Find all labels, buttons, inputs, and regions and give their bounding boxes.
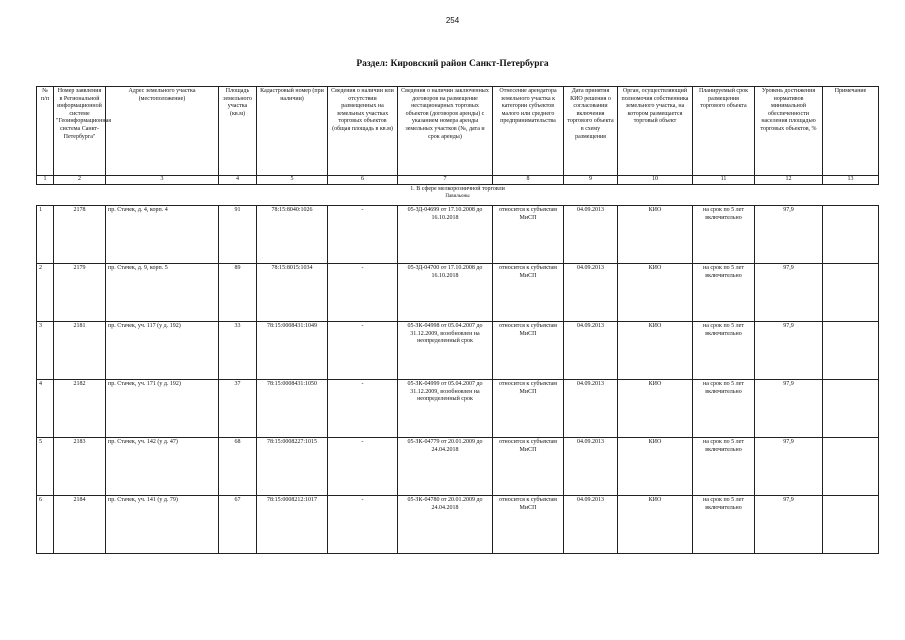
planned-term: на срок по 5 лет включительно bbox=[693, 322, 755, 380]
header-cell: Дата принятия КИО решения о согласовании включения торгового объекта в схему размещения bbox=[564, 87, 618, 176]
sme-status: относится к субъектам МиСП bbox=[493, 322, 564, 380]
column-number: 8 bbox=[493, 176, 564, 185]
note bbox=[823, 496, 879, 554]
table-row bbox=[37, 264, 879, 322]
column-number: 10 bbox=[618, 176, 693, 185]
decision-date: 04.09.2013 bbox=[564, 322, 618, 380]
section-subline: Павильоны bbox=[445, 194, 470, 199]
contract-info: 05-ЗД-04699 от 17.10.2008 до 16.10.2018 bbox=[398, 206, 493, 264]
header-cell: Площадь земельного участка (кв.м) bbox=[219, 87, 257, 176]
note bbox=[823, 264, 879, 322]
column-number: 2 bbox=[54, 176, 106, 185]
column-number: 5 bbox=[257, 176, 328, 185]
provision-level: 97,9 bbox=[755, 496, 823, 554]
row-number: 3 bbox=[37, 322, 54, 380]
note bbox=[823, 380, 879, 438]
sme-status: относится к субъектам МиСП bbox=[493, 438, 564, 496]
contract-info: 05-ЗК-04780 от 20.01.2009 до 24.04.2018 bbox=[398, 496, 493, 554]
section-heading bbox=[37, 185, 879, 206]
application-number: 2181 bbox=[54, 322, 106, 380]
cadastral-number: 78:15:8015:1034 bbox=[257, 264, 328, 322]
note bbox=[823, 206, 879, 264]
authority: КИО bbox=[618, 264, 693, 322]
header-cell: Планируемый срок размещения торгового объекта bbox=[693, 87, 755, 176]
planned-term: на срок по 5 лет включительно bbox=[693, 264, 755, 322]
table-row bbox=[37, 322, 879, 380]
planned-term: на срок по 5 лет включительно bbox=[693, 438, 755, 496]
area: 89 bbox=[219, 264, 257, 322]
area: 68 bbox=[219, 438, 257, 496]
provision-level: 97,9 bbox=[755, 322, 823, 380]
section-row bbox=[37, 185, 879, 206]
note bbox=[823, 322, 879, 380]
column-number: 6 bbox=[328, 176, 398, 185]
authority: КИО bbox=[618, 322, 693, 380]
cadastral-number: 78:15:0008431:1050 bbox=[257, 380, 328, 438]
existing-objects: - bbox=[328, 264, 398, 322]
row-number: 2 bbox=[37, 264, 54, 322]
sme-status: относится к субъектам МиСП bbox=[493, 496, 564, 554]
header-cell: № п/п bbox=[37, 87, 54, 176]
row-number: 6 bbox=[37, 496, 54, 554]
row-number: 5 bbox=[37, 438, 54, 496]
address: пр. Стачек, д. 9, корп. 5 bbox=[106, 264, 219, 322]
sme-status: относится к субъектам МиСП bbox=[493, 206, 564, 264]
header-cell: Сведения о наличии заключенных договоров на размещение нестационарных торговых объектов (договоров аренды) с указанием номера аренды земельных участков (№, дата и срок аренды) bbox=[398, 87, 493, 176]
existing-objects: - bbox=[328, 496, 398, 554]
cadastral-number: 78:15:0008212:1017 bbox=[257, 496, 328, 554]
table-row bbox=[37, 496, 879, 554]
provision-level: 97,9 bbox=[755, 380, 823, 438]
existing-objects: - bbox=[328, 206, 398, 264]
planned-term: на срок по 5 лет включительно bbox=[693, 380, 755, 438]
address: пр. Стачек, уч. 117 (у д. 192) bbox=[106, 322, 219, 380]
column-number: 12 bbox=[755, 176, 823, 185]
header-cell: Кадастровый номер (при наличии) bbox=[257, 87, 328, 176]
area: 33 bbox=[219, 322, 257, 380]
contract-info: 05-ЗД-04700 от 17.10.2008 до 16.10.2018 bbox=[398, 264, 493, 322]
section-title: Раздел: Кировский район Санкт-Петербурга bbox=[356, 59, 549, 69]
table-row bbox=[37, 380, 879, 438]
provision-level: 97,9 bbox=[755, 438, 823, 496]
column-number: 3 bbox=[106, 176, 219, 185]
table-row bbox=[37, 438, 879, 496]
contract-info: 05-ЗК-04998 от 05.04.2007 до 31.12.2009, возобновлен на неопределенный срок bbox=[398, 322, 493, 380]
application-number: 2179 bbox=[54, 264, 106, 322]
contract-info: 05-ЗК-04779 от 20.01.2009 до 24.04.2018 bbox=[398, 438, 493, 496]
area: 37 bbox=[219, 380, 257, 438]
header-cell: Уровень достижения нормативов минимальной обеспеченности населения площадью торговых объектов, % bbox=[755, 87, 823, 176]
address: пр. Стачек, уч. 171 (у д. 192) bbox=[106, 380, 219, 438]
row-number: 4 bbox=[37, 380, 54, 438]
address: пр. Стачек, д. 4, корп. 4 bbox=[106, 206, 219, 264]
sme-status: относится к субъектам МиСП bbox=[493, 380, 564, 438]
application-number: 2182 bbox=[54, 380, 106, 438]
application-number: 2183 bbox=[54, 438, 106, 496]
authority: КИО bbox=[618, 206, 693, 264]
decision-date: 04.09.2013 bbox=[564, 206, 618, 264]
area: 67 bbox=[219, 496, 257, 554]
address: пр. Стачек, уч. 142 (у д. 47) bbox=[106, 438, 219, 496]
existing-objects: - bbox=[328, 322, 398, 380]
column-number: 4 bbox=[219, 176, 257, 185]
header-cell: Адрес земельного участка (местоположение) bbox=[106, 87, 219, 176]
area: 91 bbox=[219, 206, 257, 264]
header-row bbox=[37, 87, 879, 176]
column-number: 13 bbox=[823, 176, 879, 185]
column-number: 1 bbox=[37, 176, 54, 185]
column-number: 11 bbox=[693, 176, 755, 185]
application-number: 2178 bbox=[54, 206, 106, 264]
application-number: 2184 bbox=[54, 496, 106, 554]
header-cell: Номер заявления в Региональной информационной системе "Геоинформационная система Санкт-Петербурга" bbox=[54, 87, 106, 176]
existing-objects: - bbox=[328, 380, 398, 438]
header-cell: Примечание bbox=[823, 87, 879, 176]
provision-level: 97,9 bbox=[755, 264, 823, 322]
column-number: 7 bbox=[398, 176, 493, 185]
contract-info: 05-ЗК-04999 от 05.04.2007 до 31.12.2009, возобновлен на неопределенный срок bbox=[398, 380, 493, 438]
authority: КИО bbox=[618, 380, 693, 438]
header-cell: Сведения о наличии или отсутствии размещенных на земельных участках торговых объектов (общая площадь в кв.м) bbox=[328, 87, 398, 176]
planned-term: на срок по 5 лет включительно bbox=[693, 496, 755, 554]
row-number: 1 bbox=[37, 206, 54, 264]
decision-date: 04.09.2013 bbox=[564, 264, 618, 322]
table-row bbox=[37, 206, 879, 264]
column-number: 9 bbox=[564, 176, 618, 185]
address: пр. Стачек, уч. 141 (у д. 79) bbox=[106, 496, 219, 554]
cadastral-number: 78:15:0008227:1015 bbox=[257, 438, 328, 496]
note bbox=[823, 438, 879, 496]
decision-date: 04.09.2013 bbox=[564, 380, 618, 438]
decision-date: 04.09.2013 bbox=[564, 438, 618, 496]
existing-objects: - bbox=[328, 438, 398, 496]
sme-status: относится к субъектам МиСП bbox=[493, 264, 564, 322]
column-number-row bbox=[37, 176, 879, 185]
authority: КИО bbox=[618, 496, 693, 554]
decision-date: 04.09.2013 bbox=[564, 496, 618, 554]
provision-level: 97,9 bbox=[755, 206, 823, 264]
header-cell: Отнесение арендатора земельного участка к категории субъектов малого или среднего предпринимательства bbox=[493, 87, 564, 176]
authority: КИО bbox=[618, 438, 693, 496]
land-plots-table bbox=[36, 86, 879, 554]
page-number: 254 bbox=[445, 16, 460, 25]
cadastral-number: 78:15:8040:1026 bbox=[257, 206, 328, 264]
cadastral-number: 78:15:0008431:1049 bbox=[257, 322, 328, 380]
header-cell: Орган, осуществляющий полномочия собственника земельного участка, на котором размещается торговый объект bbox=[618, 87, 693, 176]
planned-term: на срок по 5 лет включительно bbox=[693, 206, 755, 264]
section-line: 1. В сфере мелкорозничной торговли bbox=[410, 186, 505, 192]
